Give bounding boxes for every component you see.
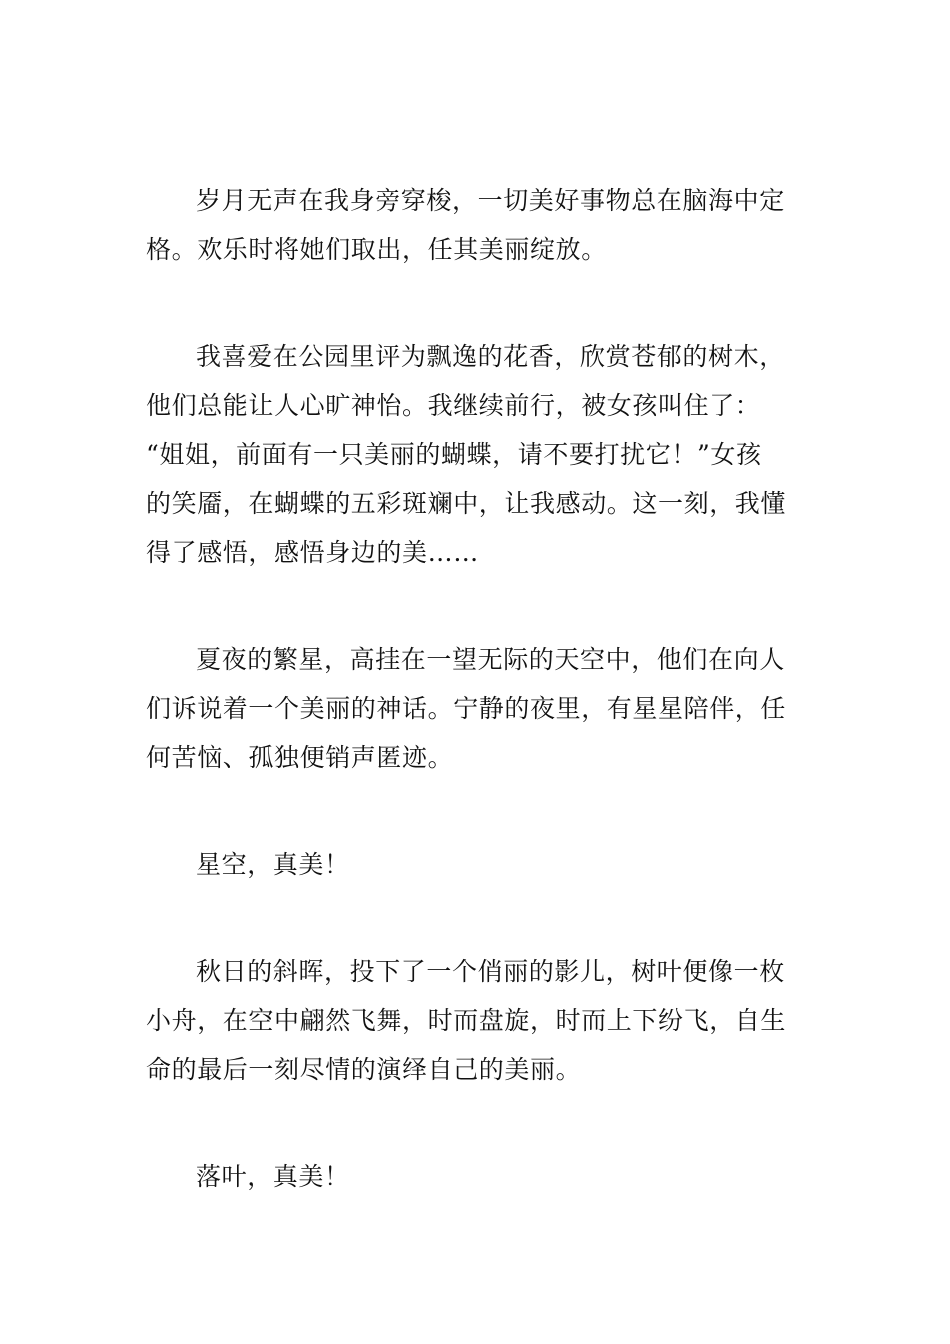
paragraph-line: 他们总能让人心旷神怡。我继续前行，被女孩叫住了： <box>146 391 761 420</box>
paragraph-line: 星空，真美！ <box>196 850 350 879</box>
paragraph-gap <box>146 274 810 332</box>
paragraph-line: 得了感悟，感悟身边的美…… <box>146 538 479 567</box>
paragraph-line: 格。欢乐时将她们取出，任其美丽绽放。 <box>146 235 607 264</box>
paragraph-6 <box>146 1152 810 1201</box>
paragraph-line: 夏夜的繁星，高挂在一望无际的天空中，他们在向人 <box>196 645 785 674</box>
paragraph-gap <box>146 1094 810 1152</box>
paragraph-line: 小舟，在空中翩然飞舞，时而盘旋，时而上下纷飞，自生 <box>146 1006 787 1035</box>
paragraph-gap <box>146 577 810 635</box>
paragraph-2 <box>146 332 810 577</box>
paragraph-line: 我喜爱在公园里评为飘逸的花香，欣赏苍郁的树木， <box>196 342 785 371</box>
paragraph-line: 岁月无声在我身旁穿梭，一切美好事物总在脑海中定 <box>196 186 785 215</box>
paragraph-line: 命的最后一刻尽情的演绎自己的美丽。 <box>146 1055 582 1084</box>
paragraph-line: 何苦恼、孤独便销声匿迹。 <box>146 743 454 772</box>
paragraph-line: “姐姐，前面有一只美丽的蝴蝶，请不要打扰它！”女孩 <box>146 440 762 469</box>
paragraph-line: 秋日的斜晖，投下了一个俏丽的影儿，树叶便像一枚 <box>196 957 785 986</box>
paragraph-line: 的笑靥，在蝴蝶的五彩斑斓中，让我感动。这一刻，我懂 <box>146 489 787 518</box>
document-body <box>146 176 810 1201</box>
paragraph-4 <box>146 840 810 889</box>
paragraph-1 <box>146 176 810 274</box>
paragraph-line: 们诉说着一个美丽的神话。宁静的夜里，有星星陪伴，任 <box>146 694 787 723</box>
paragraph-3 <box>146 635 810 782</box>
paragraph-line: 落叶，真美！ <box>196 1162 350 1191</box>
paragraph-gap <box>146 782 810 840</box>
paragraph-gap <box>146 889 810 947</box>
paragraph-5 <box>146 947 810 1094</box>
